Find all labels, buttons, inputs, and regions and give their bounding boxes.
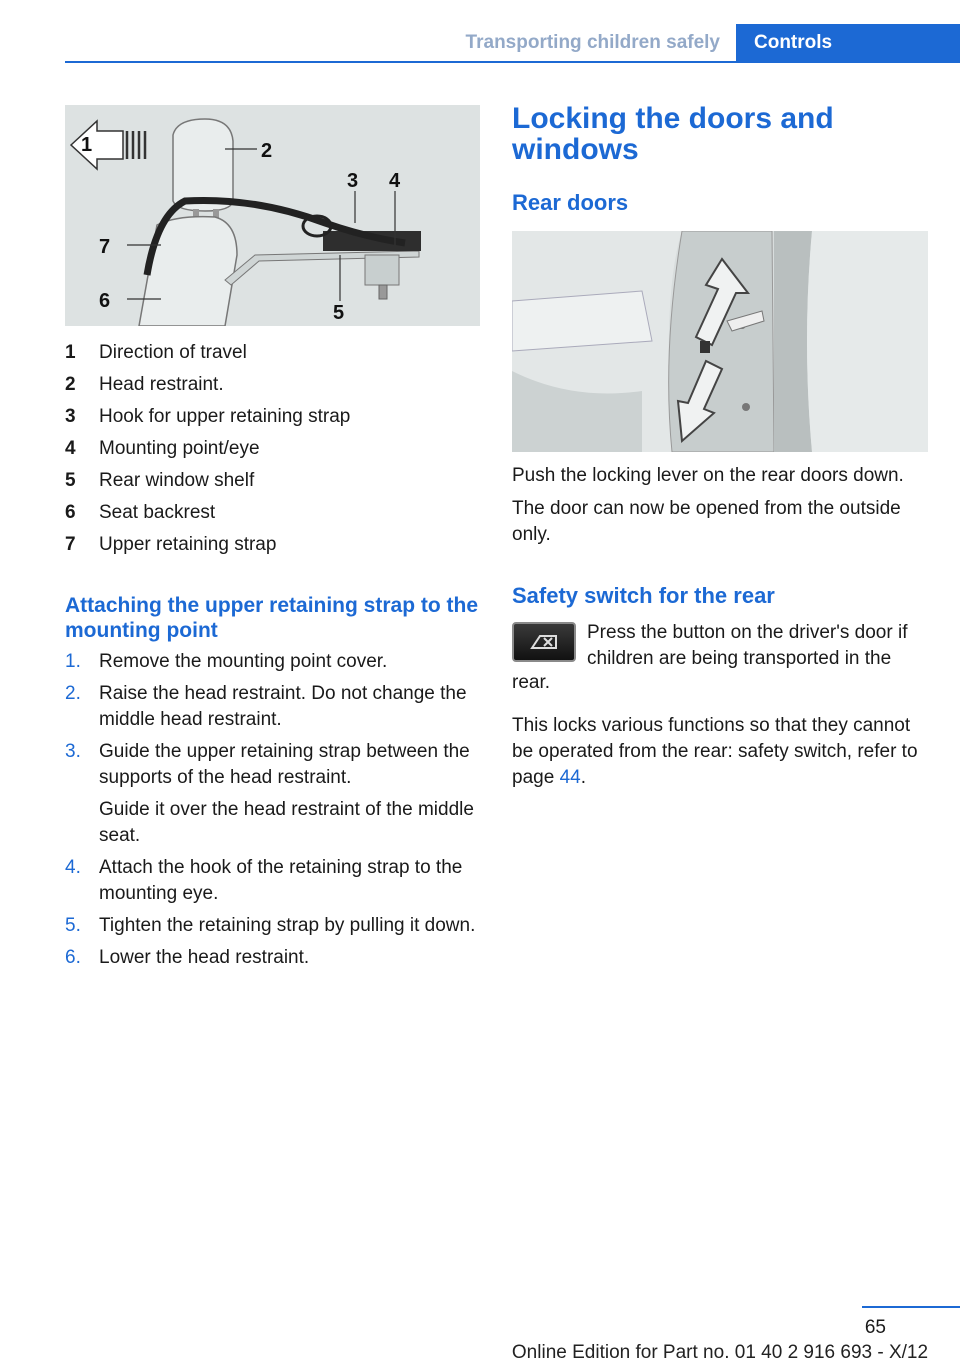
legend-text: Direction of travel: [99, 342, 247, 363]
legend-text: Head restraint.: [99, 374, 224, 395]
step-item: [65, 681, 483, 733]
step-number: 6.: [65, 947, 81, 968]
header-chapter-tab[interactable]: Controls: [736, 24, 960, 62]
step-number: 1.: [65, 651, 81, 672]
legend-item: [65, 497, 480, 529]
locks-functions-text: [512, 713, 930, 791]
legend-number: 3: [65, 406, 76, 427]
legend-text: Rear window shelf: [99, 470, 255, 491]
legend-number: 7: [65, 534, 76, 555]
rear-doors-heading: Rear doors: [512, 190, 629, 215]
legend-item: [65, 401, 480, 433]
legend-number: 6: [65, 502, 76, 523]
sentence-period: .: [580, 767, 586, 788]
safety-switch-heading: Safety switch for the rear: [512, 583, 775, 608]
step-text: [99, 739, 483, 849]
callout-1: 1: [81, 134, 93, 156]
page-number: 65: [864, 1317, 886, 1338]
legend-text: Hook for upper retaining strap: [99, 406, 351, 427]
step-item: [65, 739, 483, 849]
step-item: [65, 649, 483, 675]
step-item: [65, 855, 483, 907]
locking-section-title: Locking the doors and windows: [512, 102, 834, 166]
step-number: 4.: [65, 857, 81, 878]
figure-legend: [65, 337, 480, 561]
step-number: 2.: [65, 683, 81, 704]
edition-footer: Online Edition for Part no. 01 40 2 916 693 - X/12: [511, 1342, 929, 1362]
callout-5: 5: [333, 302, 345, 324]
callout-4: 4: [389, 170, 401, 192]
step-text: Lower the head restraint.: [99, 947, 310, 968]
legend-number: 4: [65, 438, 76, 459]
head-restraint-diagram: [65, 105, 480, 326]
legend-text: Mounting point/eye: [99, 438, 260, 459]
legend-item: [65, 433, 480, 465]
step-number: 3.: [65, 741, 81, 762]
step-number: 5.: [65, 915, 81, 936]
legend-number: 2: [65, 374, 76, 395]
legend-item: [65, 529, 480, 561]
step-item: [65, 913, 483, 939]
step-text: Remove the mounting point cover.: [99, 651, 388, 672]
legend-text: Seat backrest: [99, 502, 216, 523]
legend-number: 1: [65, 342, 76, 363]
header-rule: [65, 61, 960, 63]
press-button-text: Press the button on the driver's door if children are being transported in the: [587, 622, 908, 669]
legend-item: [65, 369, 480, 401]
rear-door-lock-photo: [512, 231, 928, 452]
legend-item: [65, 337, 480, 369]
legend-item: [65, 465, 480, 497]
door-opened-text: The door can now be opened from the outside only.: [512, 498, 901, 545]
header-section-title: Transporting children safely: [465, 32, 720, 53]
callout-2: 2: [261, 140, 273, 162]
locks-functions-body: This locks various functions so that they cannot be operated from the rear: safety switch, refer to page: [512, 715, 918, 788]
attach-steps-list: [65, 649, 483, 971]
step-text: Attach the hook of the retaining strap to the mounting eye.: [99, 857, 463, 904]
legend-number: 5: [65, 470, 76, 491]
window-lock-icon: [514, 624, 574, 660]
rear-door-lock-illustration: [512, 231, 928, 452]
step-text: Raise the head restraint. Do not change the middle head restraint.: [99, 683, 467, 730]
safety-switch-button[interactable]: [512, 622, 576, 662]
press-button-text-cont: rear.: [512, 672, 551, 693]
callout-3: 3: [347, 170, 359, 192]
step-extra-text: Guide it over the head restraint of the middle seat.: [99, 799, 474, 846]
callout-6: 6: [99, 290, 111, 312]
push-lever-text: Push the locking lever on the rear doors down.: [512, 465, 904, 486]
step-main-text: Guide the upper retaining strap between the supports of the head restraint.: [99, 741, 470, 788]
footer-rule: [862, 1306, 960, 1308]
page-reference-link[interactable]: 44: [559, 767, 581, 788]
step-text: Tighten the retaining strap by pulling it down.: [99, 915, 476, 936]
legend-text: Upper retaining strap: [99, 534, 277, 555]
callout-7: 7: [99, 236, 111, 258]
head-restraint-illustration: [65, 105, 480, 326]
step-item: [65, 945, 483, 971]
attach-strap-heading: Attaching the upper retaining strap to the mounting point: [65, 594, 479, 642]
